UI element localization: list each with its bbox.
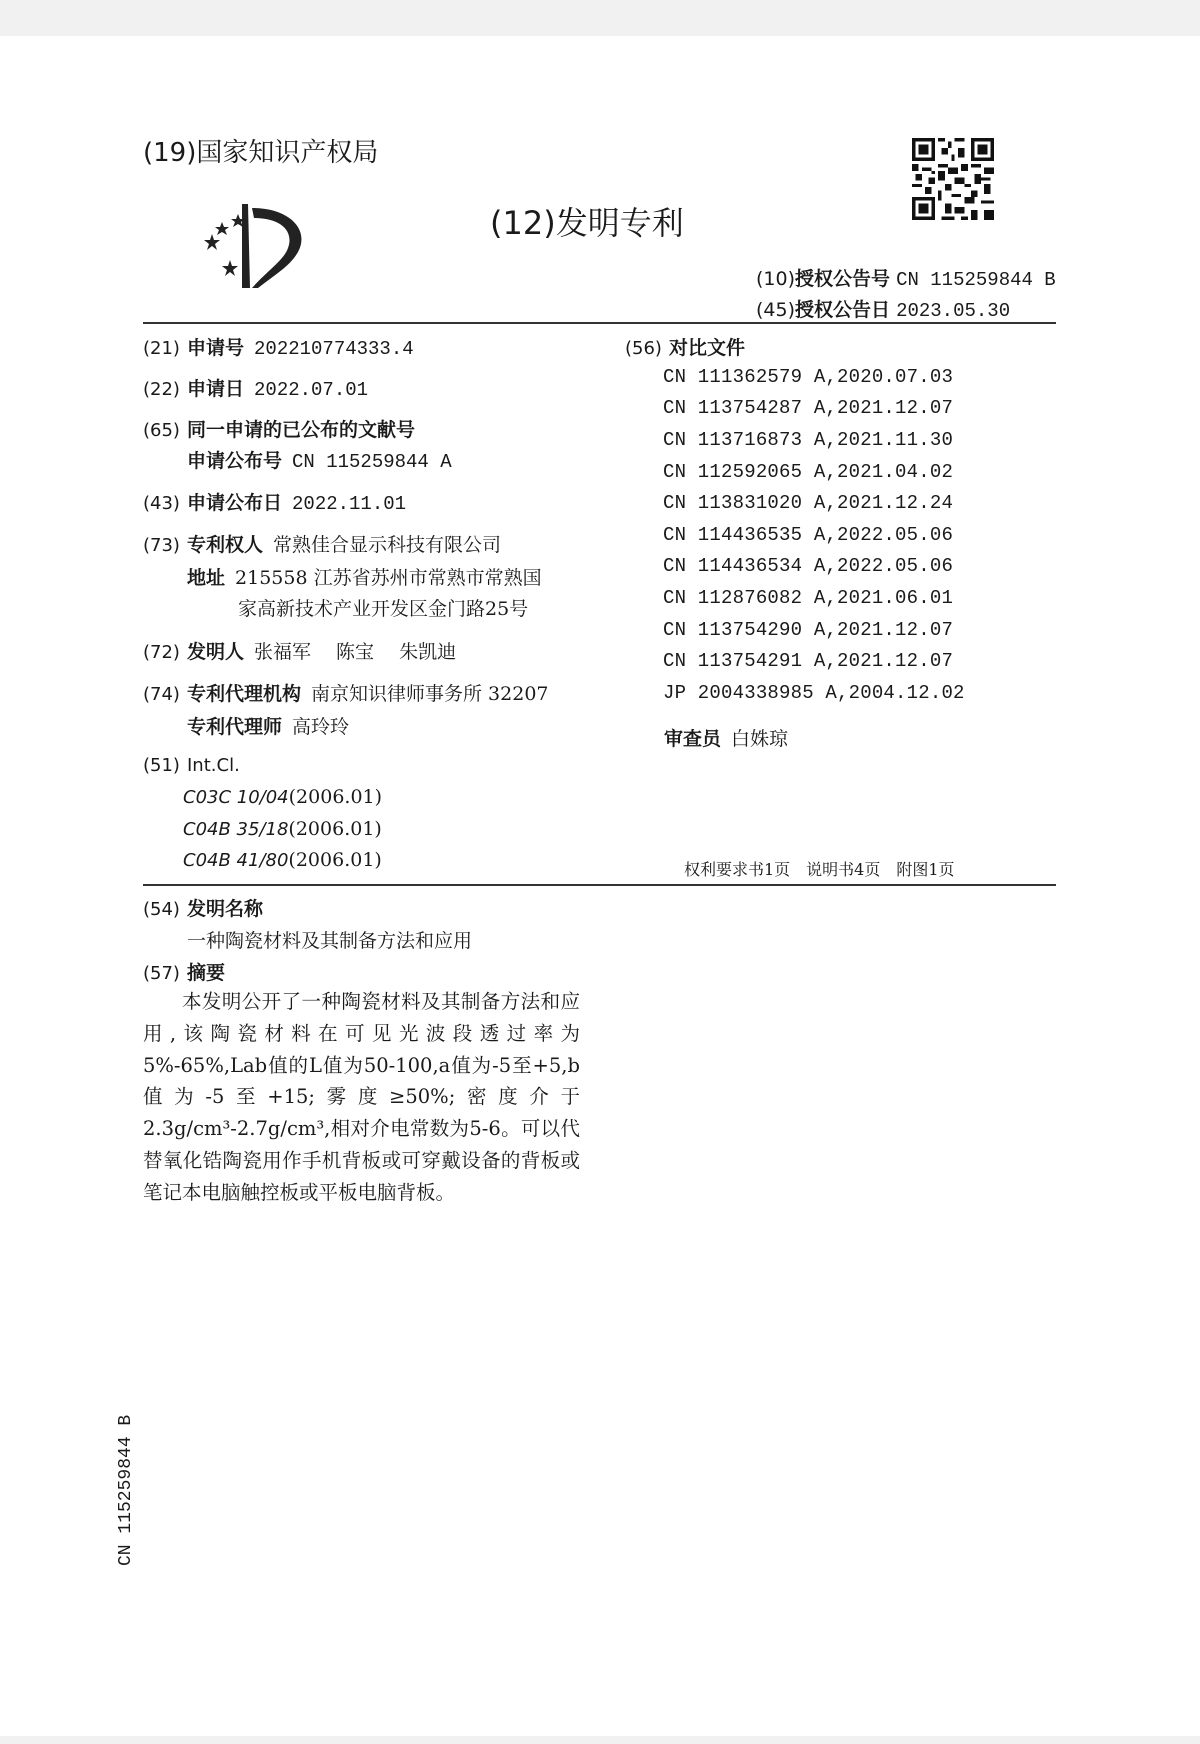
ipc-version: (2006.01) xyxy=(288,786,383,808)
examiner-row xyxy=(664,724,788,751)
references-heading xyxy=(625,333,745,360)
abstract-text: 本发明公开了一种陶瓷材料及其制备方法和应用,该陶瓷材料在可见光波段透过率为5%-65%,Lab值的L值为50-100,a值为-5至+5,b值为-5至+15;雾度≥50%;密度介于2.3g/cm³-2.7g/cm³,相对介电常数为5-6。可以代替氧化锆陶瓷用作手机背板或可穿戴设备的背板或笔记本电脑触控板或平板电脑背板。 xyxy=(143,990,580,1204)
ipc-version: (2006.01) xyxy=(288,849,382,871)
patentee: 常熟佳合显示科技有限公司 xyxy=(273,534,502,556)
agent: 高玲玲 xyxy=(292,716,350,738)
agent-row xyxy=(187,712,349,739)
ipc-code: (51) xyxy=(143,755,180,776)
patentee-row xyxy=(143,530,501,557)
pub-no-label: 申请公布号 xyxy=(187,450,283,472)
patentee-code: (73) xyxy=(143,535,180,556)
title-label: 发明名称 xyxy=(187,898,264,920)
abstract-code: (57) xyxy=(143,963,180,984)
app-no-label: 申请号 xyxy=(187,337,245,359)
title-heading xyxy=(143,894,263,921)
ipc-entry xyxy=(183,818,382,840)
reference-item: CN 113754287 A,2021.12.07 xyxy=(663,397,954,419)
patent-page xyxy=(0,36,1200,1736)
patentee-label: 专利权人 xyxy=(187,534,264,556)
grant-date-code: (45) xyxy=(756,299,796,321)
reference-item: CN 113716873 A,2021.11.30 xyxy=(663,429,954,451)
agency-label: 专利代理机构 xyxy=(187,683,302,705)
app-no-code: (21) xyxy=(143,338,180,359)
reference-item: CN 112592065 A,2021.04.02 xyxy=(663,461,954,483)
inventors-code: (72) xyxy=(143,642,180,663)
grant-date-label: 授权公告日 xyxy=(795,299,891,321)
reference-item: CN 112876082 A,2021.06.01 xyxy=(663,587,954,609)
examiner: 白姝琼 xyxy=(731,728,789,750)
agency-row xyxy=(143,679,549,706)
ipc-class: C04B 35/18 xyxy=(183,819,289,840)
agent-label: 专利代理师 xyxy=(187,716,283,738)
abstract-heading xyxy=(143,958,225,985)
ipc-entry xyxy=(183,786,382,808)
header-divider xyxy=(143,322,1056,324)
office-heading xyxy=(143,132,378,169)
examiner-label: 审查员 xyxy=(664,728,722,750)
inventors-label: 发明人 xyxy=(187,641,245,663)
address-row xyxy=(187,563,542,590)
prior-pub-code: (65) xyxy=(143,420,180,441)
grant-pub-no-label: 授权公告号 xyxy=(795,268,891,290)
abstract-label: 摘要 xyxy=(187,962,226,984)
ipc-label: Int.Cl. xyxy=(187,755,240,776)
qr-code-icon xyxy=(912,138,994,220)
publication-number-row xyxy=(187,446,452,473)
title-code: (54) xyxy=(143,899,180,920)
grant-date: 2023.05.30 xyxy=(896,300,1011,322)
application-number-row xyxy=(143,333,414,360)
ipc-class: C03C 10/04 xyxy=(183,787,289,808)
reference-item: CN 114436534 A,2022.05.06 xyxy=(663,555,954,577)
patent-type-code: (12) xyxy=(490,204,556,242)
grant-date-row xyxy=(756,295,1010,322)
inventors: 张福军 陈宝 朱凯迪 xyxy=(254,641,457,663)
references-code: (56) xyxy=(625,338,662,359)
abstract-body xyxy=(143,986,580,1209)
ipc-entry xyxy=(183,849,382,871)
prior-pub-label: 同一申请的已公布的文献号 xyxy=(187,419,416,441)
pub-date: 2022.11.01 xyxy=(292,493,407,515)
app-no: 202210774333.4 xyxy=(254,338,414,360)
references-label: 对比文件 xyxy=(669,337,746,359)
biblio-divider xyxy=(143,884,1056,886)
inventors-row xyxy=(143,637,456,664)
reference-item: JP 2004338985 A,2004.12.02 xyxy=(663,682,965,704)
reference-item: CN 114436535 A,2022.05.06 xyxy=(663,524,954,546)
pub-date-label: 申请公布日 xyxy=(187,492,283,514)
app-date: 2022.07.01 xyxy=(254,379,369,401)
ipc-heading-row xyxy=(143,754,240,776)
address-line-2: 家高新技术产业开发区金门路25号 xyxy=(238,598,529,620)
address-label: 地址 xyxy=(187,567,226,589)
application-date-row xyxy=(143,374,368,401)
grant-pub-no-row xyxy=(756,264,1056,291)
publication-date-row xyxy=(143,488,406,515)
grant-pub-no: CN 115259844 B xyxy=(896,269,1056,291)
app-date-code: (22) xyxy=(143,379,180,400)
pub-date-code: (43) xyxy=(143,493,180,514)
grant-pub-no-code: (10) xyxy=(756,268,796,290)
cnipa-emblem-icon xyxy=(198,204,310,288)
invention-title: 一种陶瓷材料及其制备方法和应用 xyxy=(187,930,473,952)
office-name: 国家知识产权局 xyxy=(196,138,379,168)
patent-type-heading xyxy=(490,198,684,244)
reference-item: CN 113831020 A,2021.12.24 xyxy=(663,492,954,514)
address-line-1: 215558 江苏省苏州市常熟市常熟国 xyxy=(235,567,542,589)
side-publication-number: CN 115259844 B xyxy=(116,1414,136,1566)
office-code: (19) xyxy=(143,138,197,168)
ipc-class: C04B 41/80 xyxy=(183,850,289,871)
page-counts: 权利要求书1页 说明书4页 附图1页 xyxy=(684,860,955,879)
patent-type: 发明专利 xyxy=(555,204,684,242)
agency-code: (74) xyxy=(143,684,180,705)
reference-item: CN 113754291 A,2021.12.07 xyxy=(663,650,954,672)
reference-item: CN 111362579 A,2020.07.03 xyxy=(663,366,954,388)
ipc-version: (2006.01) xyxy=(288,818,382,840)
app-date-label: 申请日 xyxy=(187,378,245,400)
agency: 南京知识律师事务所 32207 xyxy=(311,683,549,705)
reference-item: CN 113754290 A,2021.12.07 xyxy=(663,619,954,641)
prior-publication-row xyxy=(143,415,415,442)
pub-no: CN 115259844 A xyxy=(292,451,452,473)
